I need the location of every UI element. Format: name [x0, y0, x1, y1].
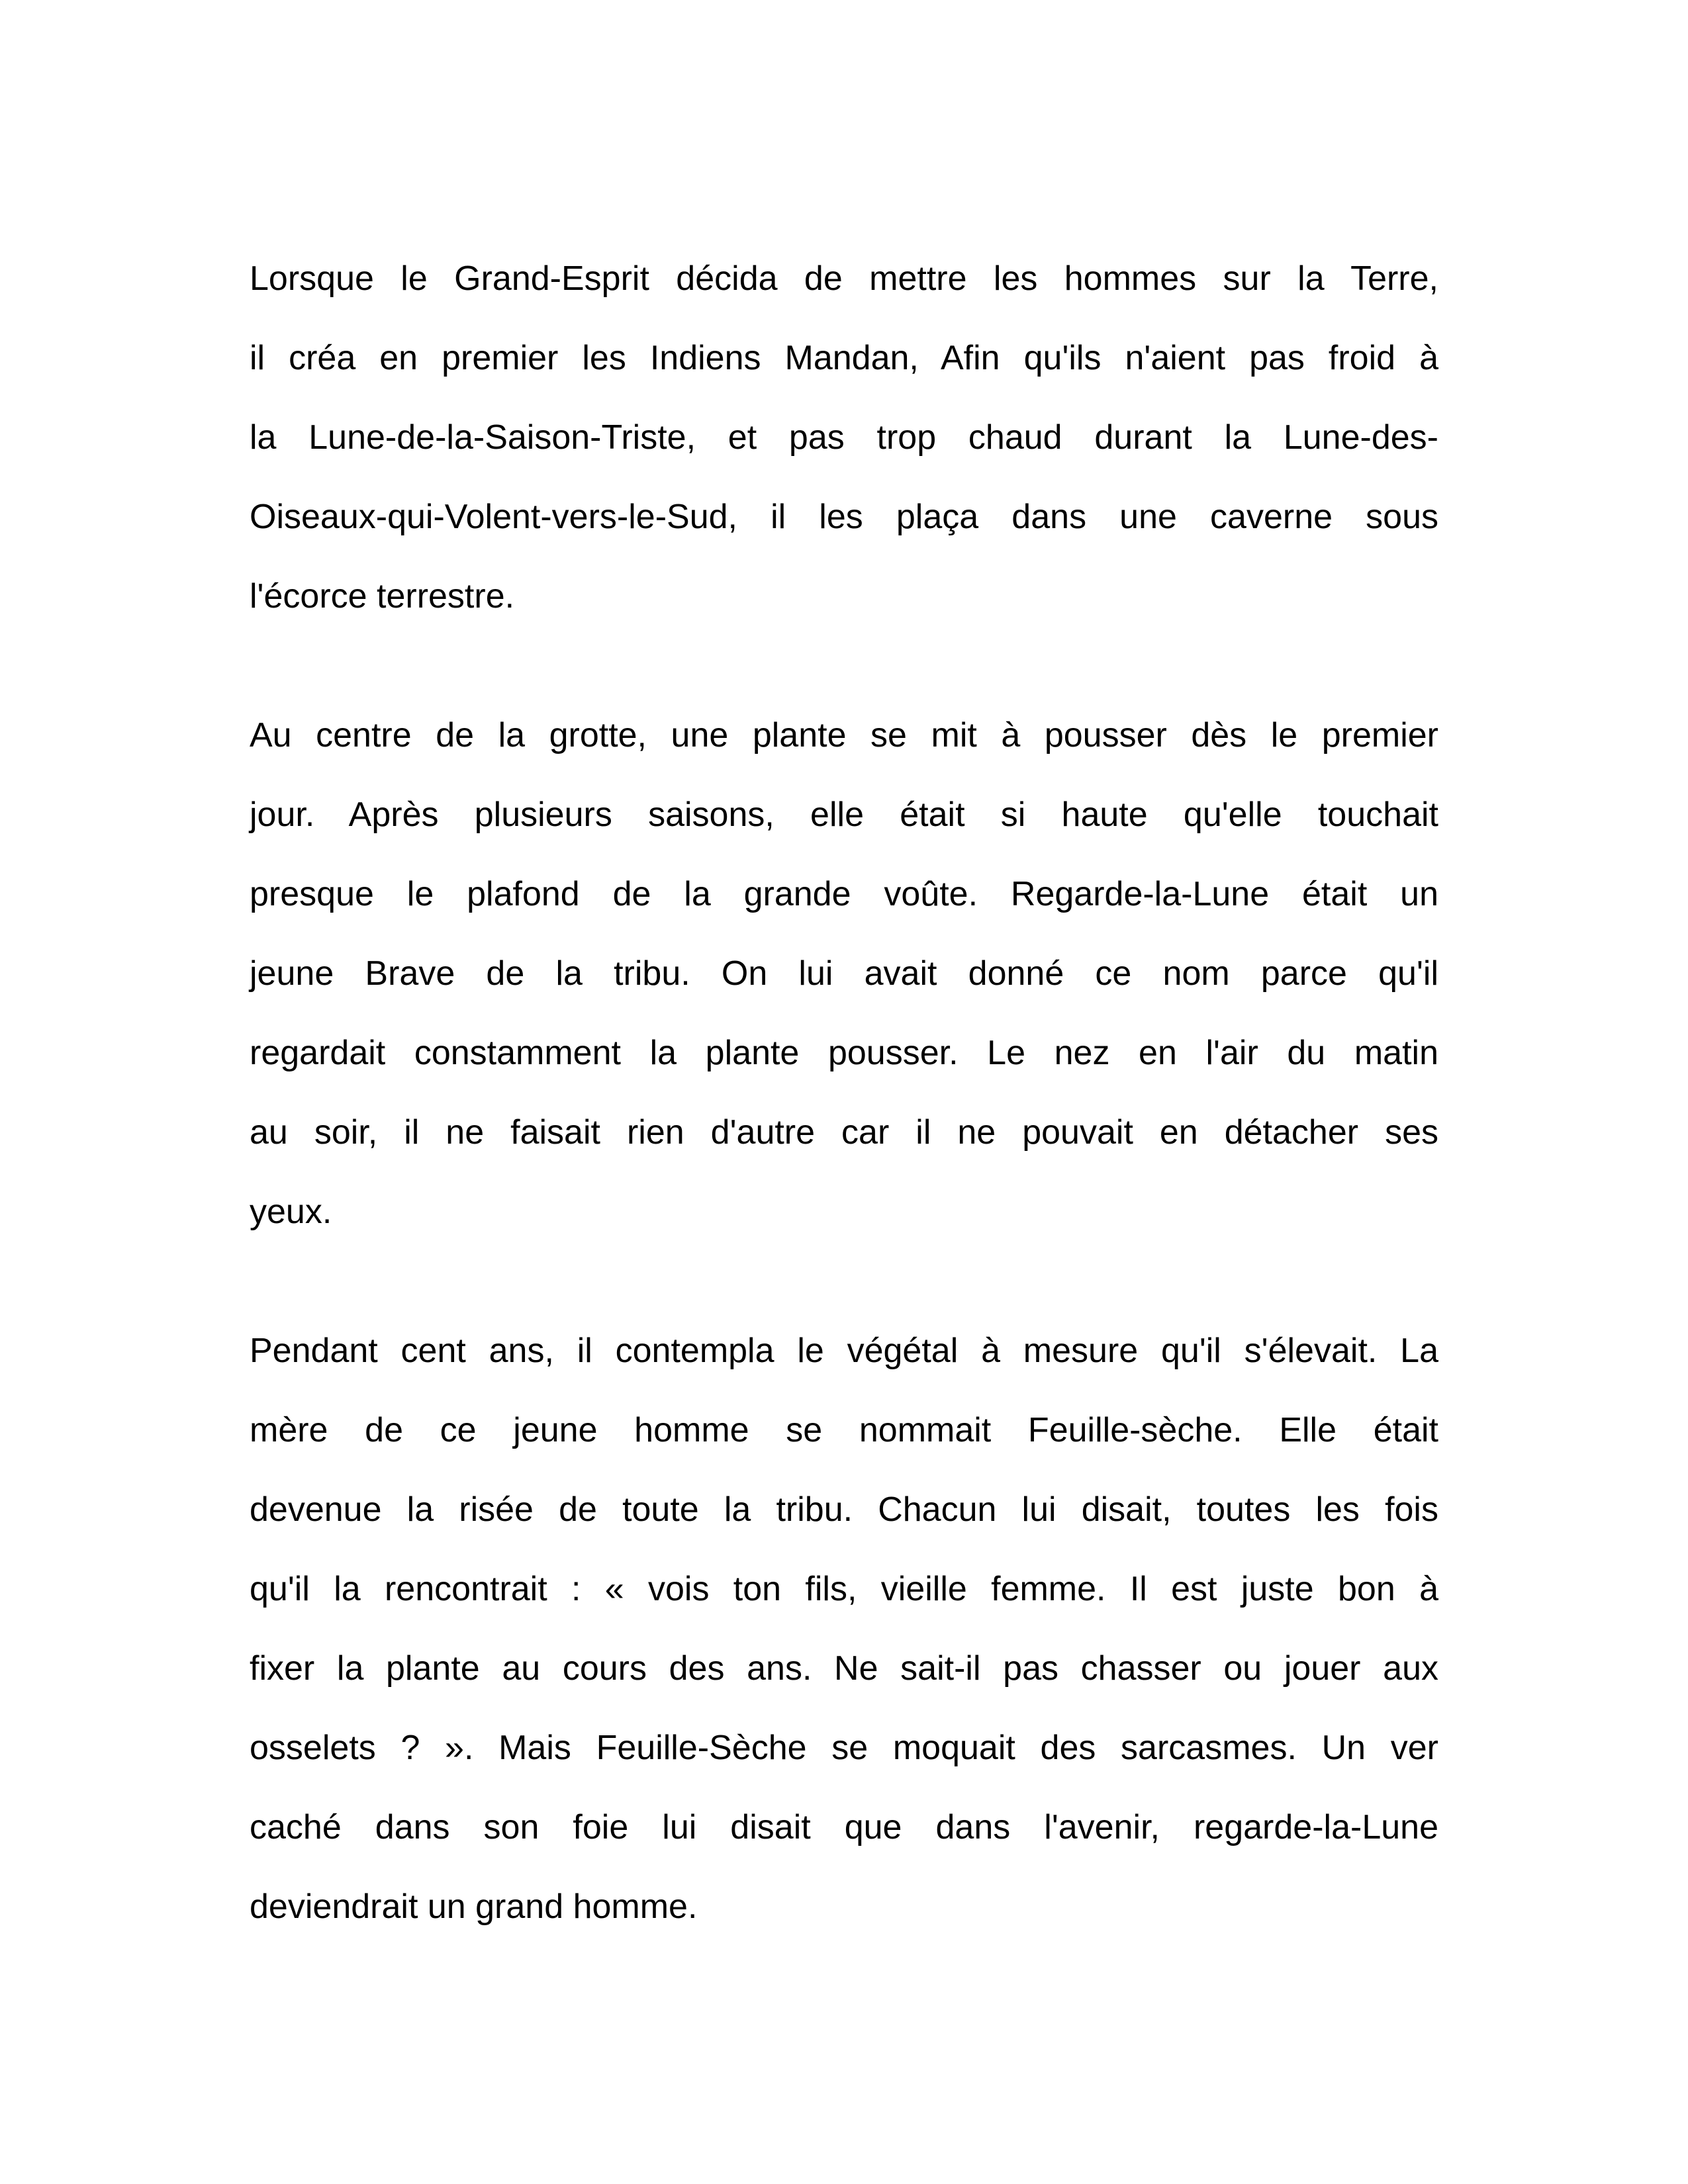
text-line: yeux.	[250, 1193, 332, 1231]
text-line: Au centre de la grotte, une plante se mit à pousser dès le premier	[250, 716, 1438, 754]
text-line: presque le plafond de la grande voûte. Regarde-la-Lune était un	[250, 875, 1438, 913]
text-line: jeune Brave de la tribu. On lui avait donné ce nom parce qu'il	[250, 954, 1438, 993]
text-line: osselets ? ». Mais Feuille-Sèche se moquait des sarcasmes. Un ver	[250, 1729, 1438, 1767]
paragraph	[250, 239, 1438, 636]
text-line: mère de ce jeune homme se nommait Feuille-sèche. Elle était	[250, 1411, 1438, 1449]
text-line: au soir, il ne faisait rien d'autre car il ne pouvait en détacher ses	[250, 1113, 1438, 1152]
paragraph	[250, 1311, 1438, 1946]
text-line: caché dans son foie lui disait que dans l'avenir, regarde-la-Lune	[250, 1808, 1438, 1846]
text-line: regardait constamment la plante pousser. Le nez en l'air du matin	[250, 1034, 1438, 1072]
paragraph	[250, 696, 1438, 1251]
text-line: l'écorce terrestre.	[250, 577, 515, 615]
text-line: Oiseaux-qui-Volent-vers-le-Sud, il les plaça dans une caverne sous	[250, 498, 1438, 536]
text-line: Pendant cent ans, il contempla le végétal à mesure qu'il s'élevait. La	[250, 1332, 1438, 1370]
text-line: fixer la plante au cours des ans. Ne sait-il pas chasser ou jouer aux	[250, 1649, 1438, 1688]
text-line: la Lune-de-la-Saison-Triste, et pas trop chaud durant la Lune-des-	[250, 418, 1438, 457]
text-line: jour. Après plusieurs saisons, elle était si haute qu'elle touchait	[250, 796, 1438, 834]
text-block	[250, 239, 1438, 1946]
text-line: devenue la risée de toute la tribu. Chacun lui disait, toutes les fois	[250, 1490, 1438, 1529]
text-line: Lorsque le Grand-Esprit décida de mettre les hommes sur la Terre,	[250, 259, 1438, 298]
text-line: deviendrait un grand homme.	[250, 1888, 698, 1926]
text-line: qu'il la rencontrait : « vois ton fils, vieille femme. Il est juste bon à	[250, 1570, 1438, 1608]
text-line: il créa en premier les Indiens Mandan, Afin qu'ils n'aient pas froid à	[250, 339, 1438, 377]
